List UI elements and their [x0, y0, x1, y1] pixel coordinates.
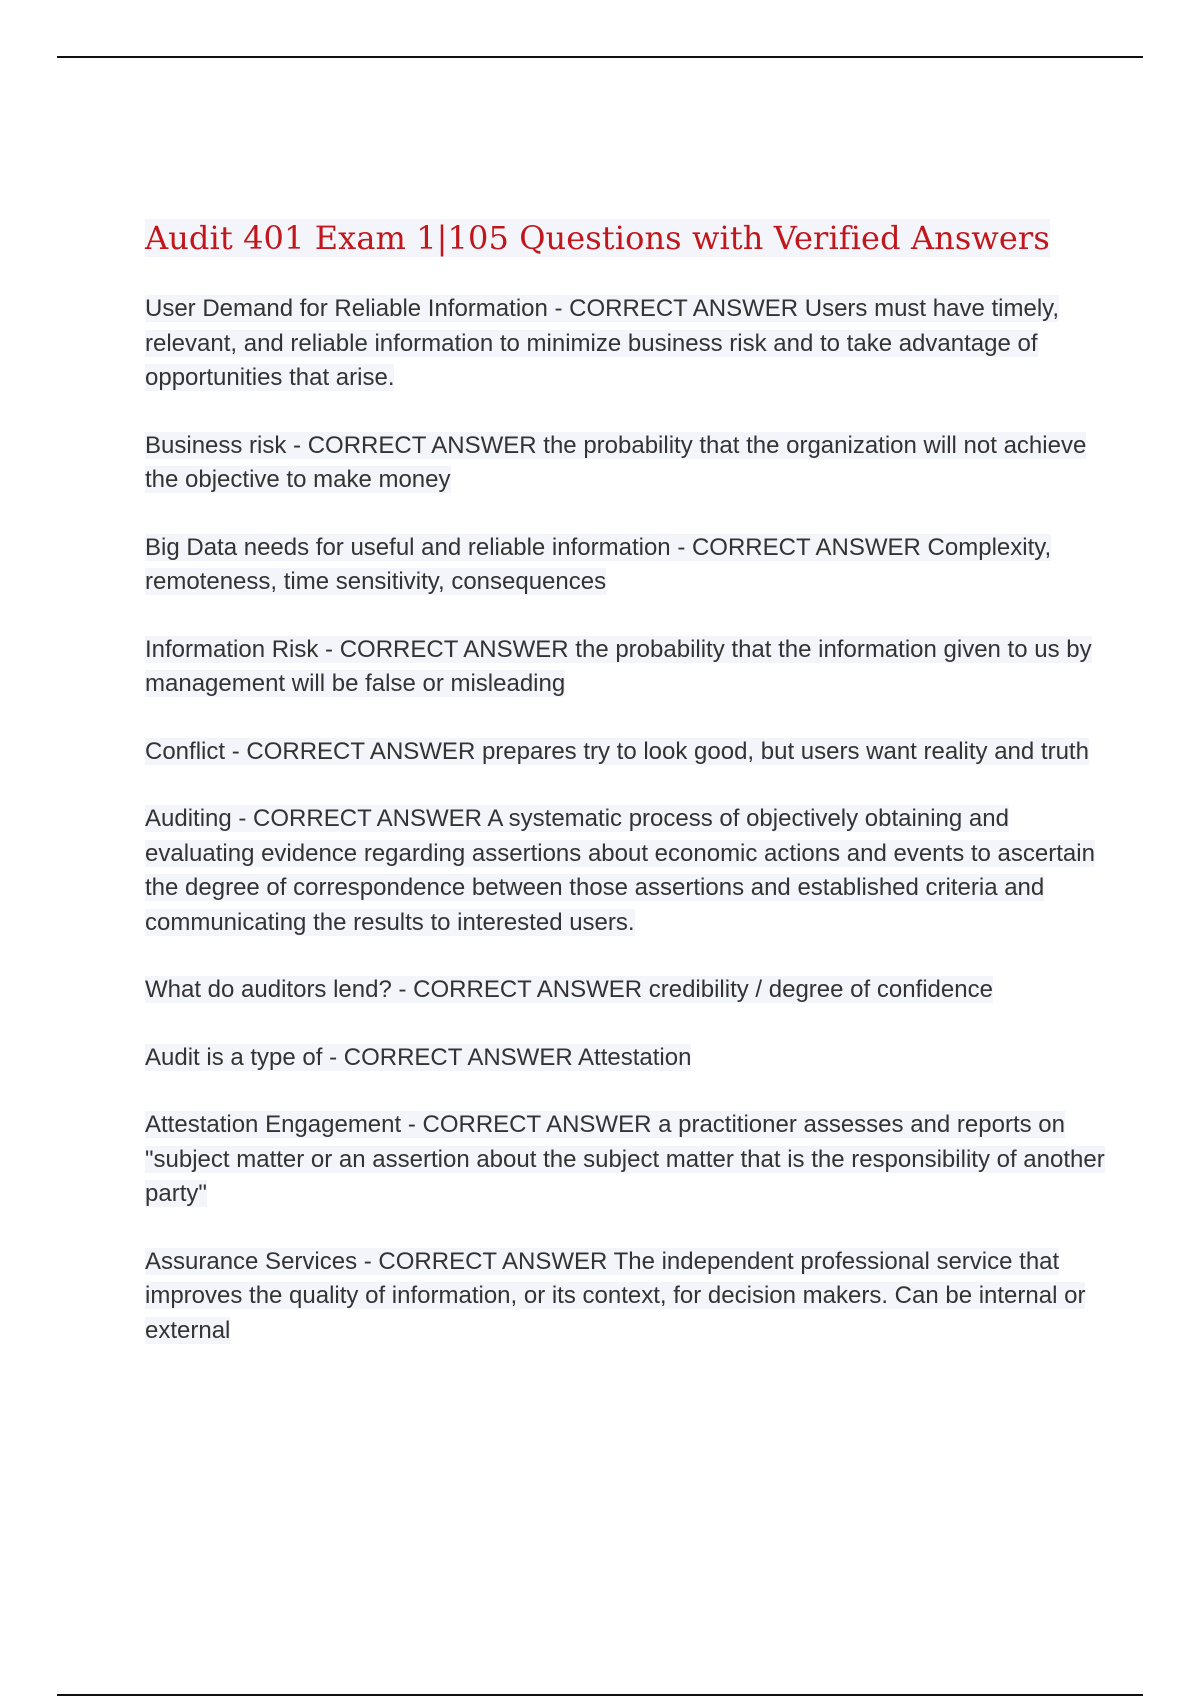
- qa-item: [145, 292, 1105, 396]
- qa-text: What do auditors lend? - CORRECT ANSWER credibility / degree of confidence: [145, 976, 993, 1003]
- title-block: [145, 210, 1105, 266]
- qa-text: Conflict - CORRECT ANSWER prepares try to look good, but users want reality and truth: [145, 737, 1089, 765]
- qa-item: [145, 531, 1105, 600]
- qa-text: Information Risk - CORRECT ANSWER the probability that the information given to us by management will be false or misleading: [145, 635, 1092, 697]
- qa-item: [145, 429, 1105, 498]
- qa-item: [145, 1108, 1105, 1212]
- qa-text: Auditing - CORRECT ANSWER A systematic process of objectively obtaining and evaluating evidence regarding assertions about economic actions and events to ascertain the degree of correspondence between those assertions and established criteria and communicating the results to interested users.: [145, 805, 1095, 936]
- qa-text: Assurance Services - CORRECT ANSWER The independent professional service that improves the quality of information, or its context, for decision makers. Can be internal or external: [145, 1247, 1086, 1344]
- qa-text: Audit is a type of - CORRECT ANSWER Attestation: [145, 1043, 692, 1071]
- qa-text: Attestation Engagement - CORRECT ANSWER a practitioner assesses and reports on "subject matter or an assertion about the subject matter that is the responsibility of another party": [145, 1111, 1105, 1207]
- qa-item: [145, 1245, 1105, 1349]
- qa-item: [145, 802, 1105, 940]
- document-title: Audit 401 Exam 1|105 Questions with Verified Answers: [145, 219, 1050, 257]
- qa-item: [145, 735, 1105, 770]
- top-rule: [57, 56, 1143, 58]
- bottom-rule: [57, 1694, 1143, 1696]
- qa-text: User Demand for Reliable Information - CORRECT ANSWER Users must have timely, relevant, and reliable information to minimize business risk and to take advantage of opportunities that arise.: [145, 295, 1060, 391]
- qa-text: Big Data needs for useful and reliable information - CORRECT ANSWER Complexity, remoteness, time sensitivity, consequences: [145, 533, 1052, 595]
- qa-item: [145, 973, 1105, 1008]
- qa-text: Business risk - CORRECT ANSWER the probability that the organization will not achieve the objective to make money: [145, 431, 1087, 493]
- qa-list: [145, 292, 1105, 1348]
- qa-item: [145, 633, 1105, 702]
- qa-item: [145, 1041, 1105, 1076]
- document-body: [145, 210, 1105, 1381]
